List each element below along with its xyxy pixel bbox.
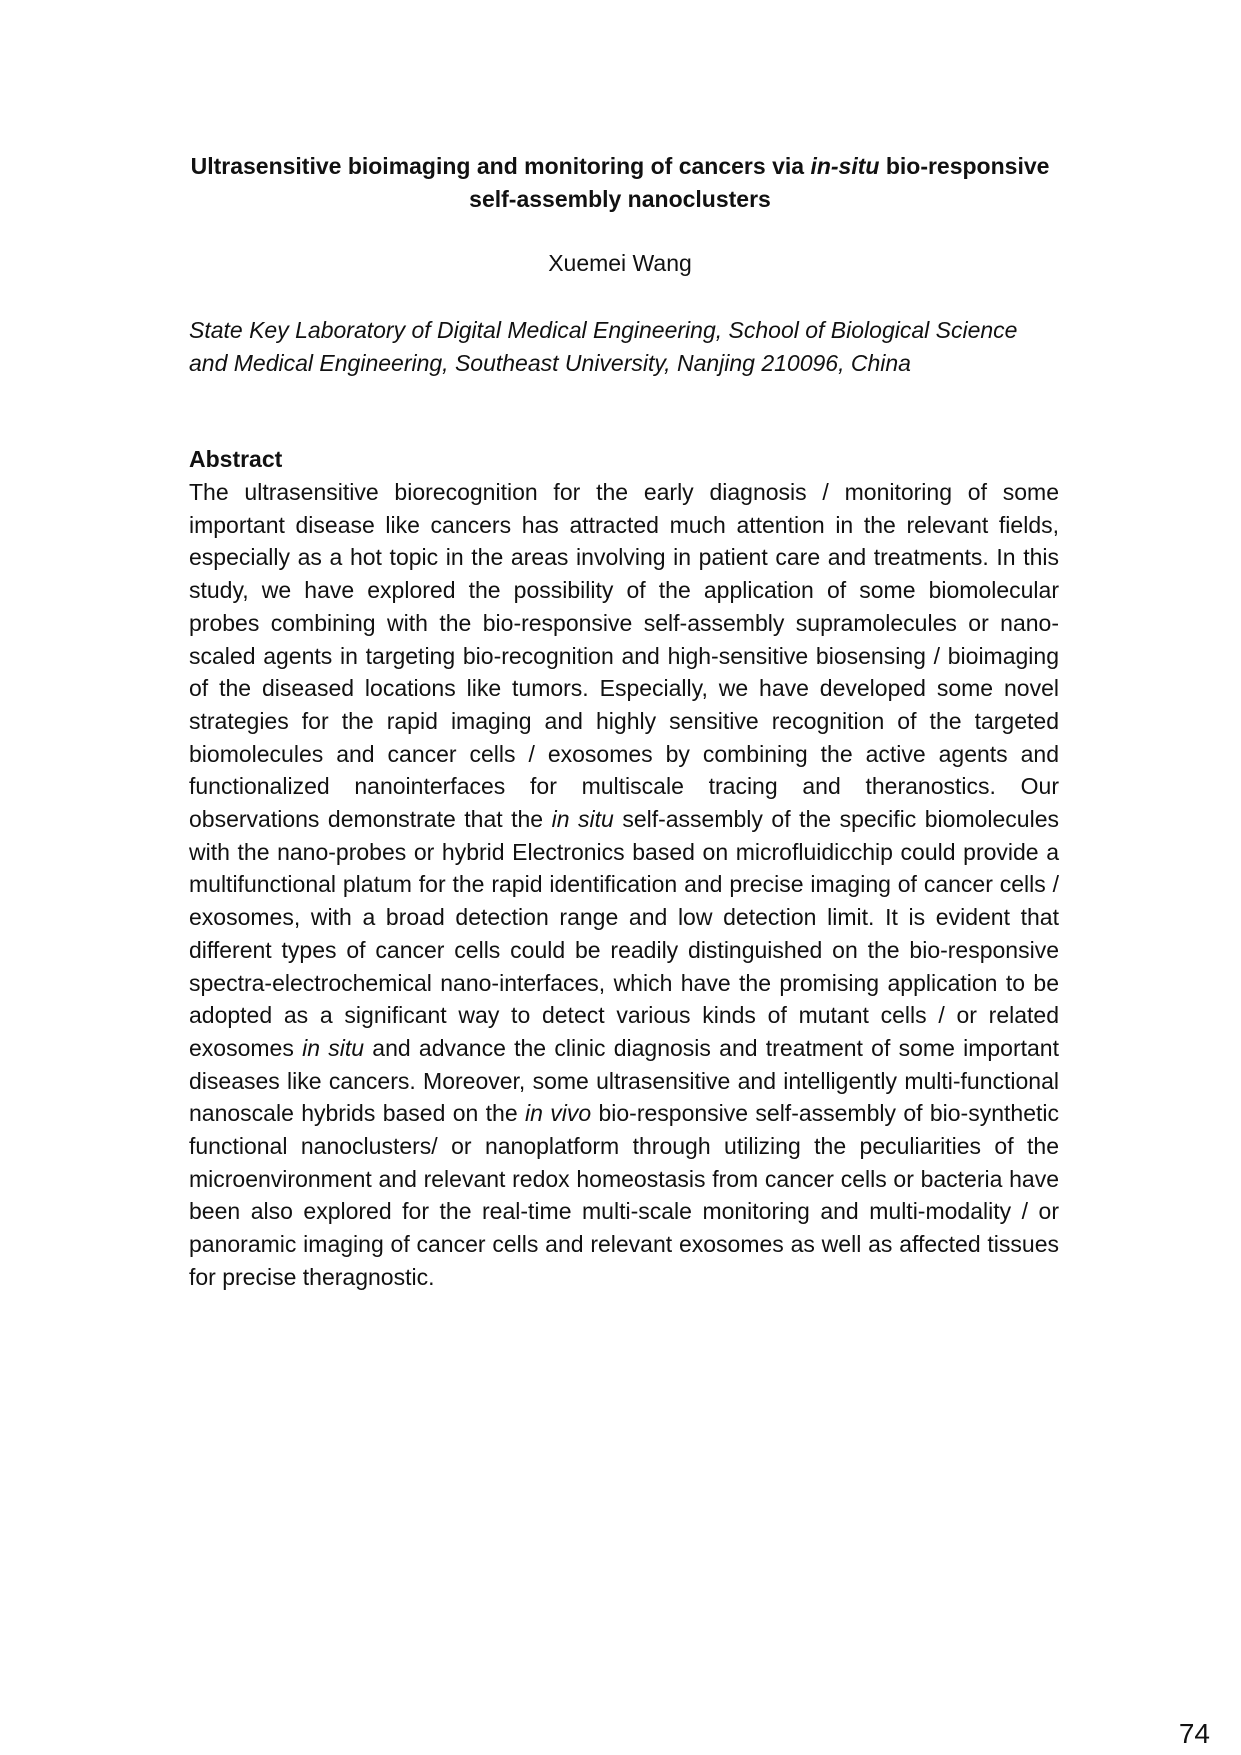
abstract-heading: Abstract xyxy=(189,446,283,472)
title-part-2: bio-responsive self-assembly nanoclusters xyxy=(469,153,1050,212)
paper-title xyxy=(170,150,1070,216)
abstract-text-2: self-assembly of the specific biomolecules with the nano-probes or hybrid Electronics based on microfluidicchip could provide a multifunctional platum for the rapid identification and precise imaging of cancer cells / exosomes, with a broad detection range and low detection limit. It is evident that different types of cancer cells could be readily distinguished on the bio-responsive spectra-electrochemical nano-interfaces, which have the promising application to be adopted as a significant way to detect various kinds of mutant cells / or related exosomes xyxy=(189,806,1059,1061)
abstract-text-4: bio-responsive self-assembly of bio-synthetic functional nanoclusters/ or nanoplatform through utilizing the peculiarities of the microenvironment and relevant redox homeostasis from cancer cells or bacteria have been also explored for the real-time multi-scale monitoring and multi-modality / or panoramic imaging of cancer cells and relevant exosomes as well as affected tissues for precise theragnostic. xyxy=(189,1100,1059,1290)
abstract-text-3: and advance the clinic diagnosis and treatment of some important diseases like cancers. Moreover, some ultrasensitive and intelligently multi-functional nanoscale hybrids based on the xyxy=(189,1034,1059,1127)
page-number: 74 xyxy=(1178,1718,1210,1749)
abstract-body xyxy=(189,476,1059,1294)
abstract-italic-in-situ-2: in situ xyxy=(302,1034,365,1061)
author-affiliation: State Key Laboratory of Digital Medical Engineering, School of Biological Science and Medical Engineering, Southeast University, Nanjing 210096, China xyxy=(189,317,1018,376)
author-name: Xuemei Wang xyxy=(548,250,692,276)
title-italic-in-situ: in-situ xyxy=(810,153,880,179)
abstract-text-1: The ultrasensitive biorecognition for the early diagnosis / monitoring of some important disease like cancers has attracted much attention in the relevant fields, especially as a hot topic in the areas involving in patient care and treatments. In this study, we have explored the possibility of the application of some biomolecular probes combining with the bio-responsive self-assembly supramolecules or nano-scaled agents in targeting bio-recognition and high-sensitive biosensing / bioimaging of the diseased locations like tumors. Especially, we have developed some novel strategies for the rapid imaging and highly sensitive recognition of the targeted biomolecules and cancer cells / exosomes by combining the active agents and functionalized nanointerfaces for multiscale tracing and theranostics. Our observations demonstrate that the xyxy=(189,479,1059,833)
title-part-1: Ultrasensitive bioimaging and monitoring of cancers via xyxy=(190,153,811,179)
abstract-italic-in-situ-1: in situ xyxy=(551,806,614,833)
abstract-italic-in-vivo: in vivo xyxy=(524,1100,592,1127)
